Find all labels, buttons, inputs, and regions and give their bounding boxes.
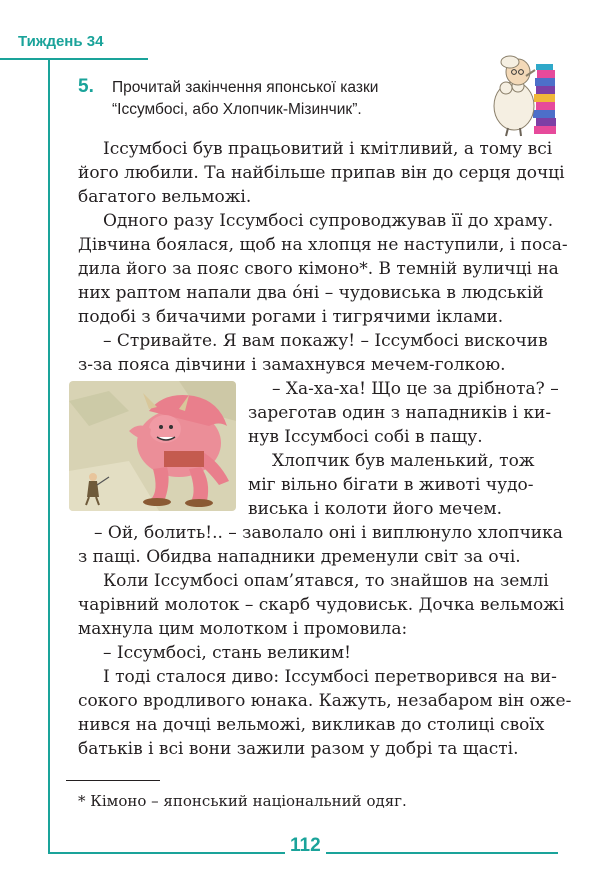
story-line: махнула цим молотком і промовила: bbox=[78, 619, 408, 639]
story-line: Одного разу Іссумбосі супроводжував її до храму. bbox=[103, 211, 554, 231]
sheep-with-books-illustration bbox=[490, 48, 560, 138]
top-rule bbox=[0, 58, 148, 60]
story-line: його любили. Та найбільше припав він до серця дочці bbox=[78, 163, 565, 183]
task-instruction bbox=[112, 77, 472, 121]
story-line: чарівний молоток – скарб чудовиськ. Дочка вельможі bbox=[78, 595, 565, 615]
story-line: міг вільно бігати в животі чудо- bbox=[248, 475, 534, 495]
task-instruction-line: Прочитай закінчення японської казки bbox=[112, 79, 379, 96]
story-line: зареготав один з нападників і ки- bbox=[248, 403, 552, 423]
story-line: багатого вельможі. bbox=[78, 187, 252, 207]
story-line: – Ой, болить!.. – заволало оні і виплюнуло хлопчика bbox=[94, 523, 563, 543]
story-line: Дівчина боялася, щоб на хлопця не наступили, і поса- bbox=[78, 235, 568, 255]
footnote-rule bbox=[66, 780, 160, 781]
story-line: нув Іссумбосі собі в пащу. bbox=[248, 427, 483, 447]
story-line: з пащі. Обидва нападники дременули світ за очі. bbox=[78, 547, 521, 567]
story-line: подобі з бичачими рогами і тигрячими іклами. bbox=[78, 307, 504, 327]
story-line: нився на дочці вельможі, викликав до столиці своїх bbox=[78, 715, 545, 735]
story-line: виська і колоти його мечем. bbox=[248, 499, 503, 519]
oni-demon-and-issumboshi-illustration bbox=[69, 381, 236, 511]
story-line: Хлопчик був маленький, тож bbox=[272, 451, 535, 471]
story-line: батьків і всі вони зажили разом у добрі та щасті. bbox=[78, 739, 519, 759]
task-instruction-line: “Іссумбосі, або Хлопчик-Мізинчик”. bbox=[112, 101, 362, 118]
story-line: з-за пояса дівчини і замахнувся мечем-голкою. bbox=[78, 355, 506, 375]
story-line: – Ха-ха-ха! Що це за дрібнота? – bbox=[272, 379, 559, 399]
story-line: І тоді сталося диво: Іссумбосі перетворився на ви- bbox=[103, 667, 557, 687]
story-line: Коли Іссумбосі опам’ятався, то знайшов на землі bbox=[103, 571, 549, 591]
story-line: сокого вродливого юнака. Кажуть, незабаром він оже- bbox=[78, 691, 572, 711]
task-number: 5. bbox=[78, 76, 94, 97]
story-line: – Іссумбосі, стань великим! bbox=[103, 643, 351, 663]
margin-rule bbox=[48, 58, 50, 854]
story-line: дила його за пояс свого кімоно*. В темній вуличці на bbox=[78, 259, 559, 279]
story-line: – Стривайте. Я вам покажу! – Іссумбосі вискочив bbox=[103, 331, 548, 351]
story-line: них раптом напали два óні – чудовиська в людській bbox=[78, 283, 544, 303]
story-line: Іссумбосі був працьовитий і кмітливий, а тому всі bbox=[103, 139, 553, 159]
footnote: * Кімоно – японський національний одяг. bbox=[78, 792, 407, 810]
page-number: 112 bbox=[285, 835, 326, 857]
week-label: Тиждень 34 bbox=[18, 33, 104, 50]
